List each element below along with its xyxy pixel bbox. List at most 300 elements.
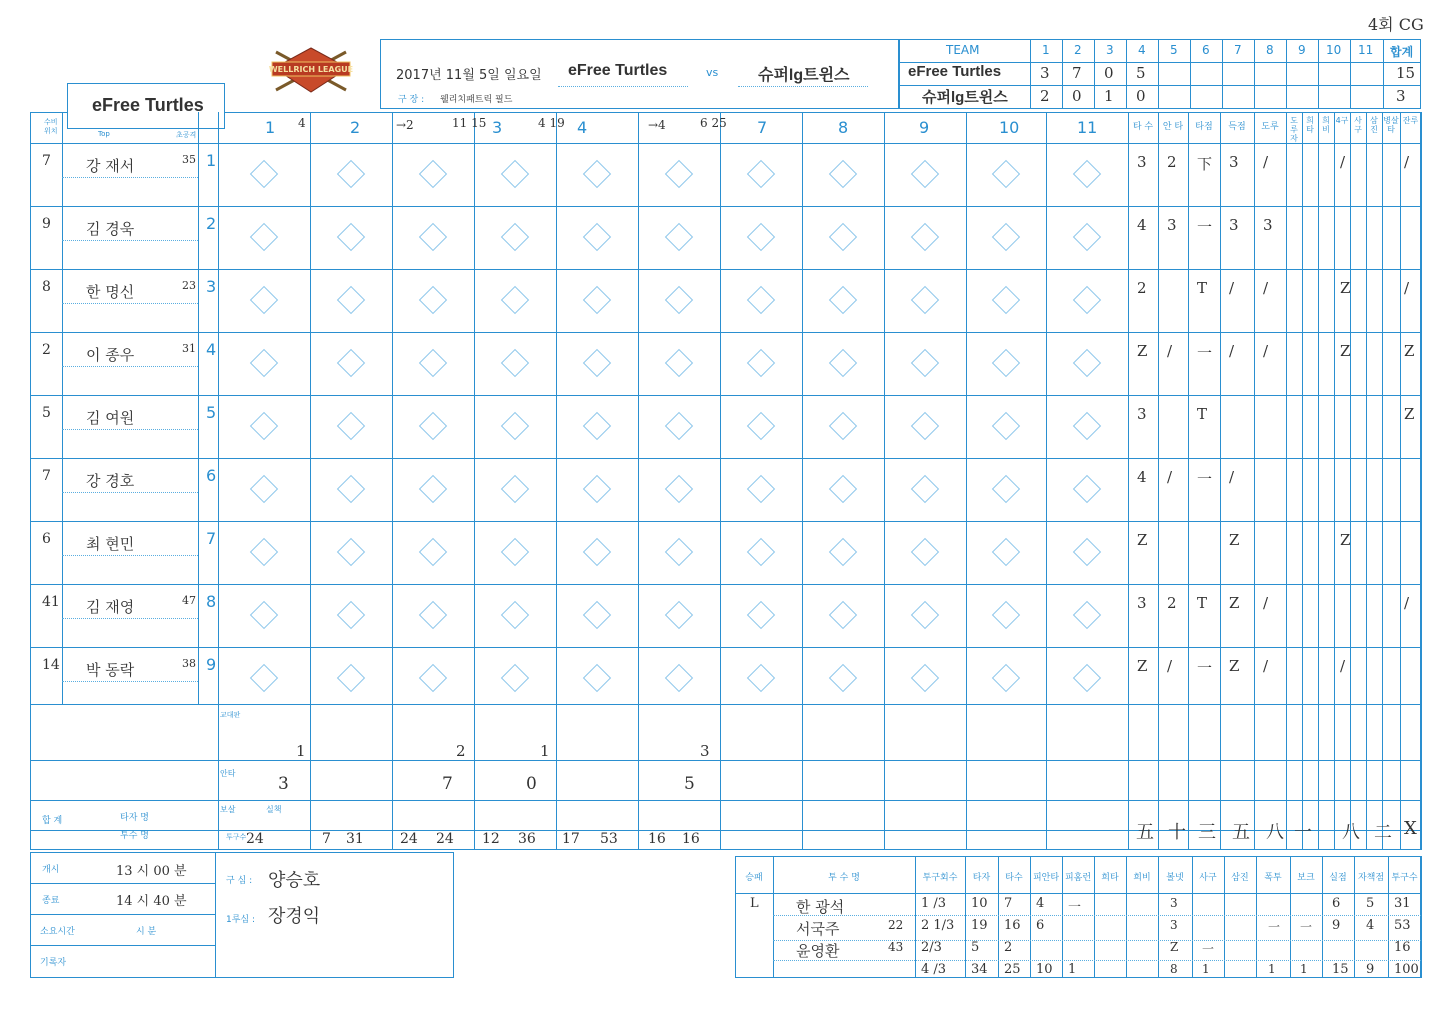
scorecard-grid [30,112,1421,850]
pitcher-number: 22 [888,918,904,932]
venue-label: 구 장 : [398,95,425,105]
pitching-header: 투 수 명 [828,873,860,883]
pitcher-ip: 2/3 [921,940,942,955]
totals-line [30,800,1421,801]
linescore-run: 0 [1104,64,1114,82]
batting-order: 3 [206,277,217,296]
pitcher-bk: 1 [1300,962,1308,976]
pitcher-pitches: 100 [1394,962,1419,977]
stat-header: 도루자 [1290,116,1298,143]
linescore-inning-7: 7 [1234,43,1242,57]
name-dotted-line [62,555,198,556]
err-label: 실책 [266,805,282,814]
pitcher-pitches: 16 [1394,940,1411,955]
linescore-total: 15 [1396,64,1416,82]
pitching-header: 삼진 [1231,873,1249,883]
start-time: 13 시 00 분 [116,864,187,879]
batter-name: 최 현민 [86,535,135,553]
pitcher-bf: 5 [971,940,980,955]
row-line [30,269,1421,270]
batter-stat-sb: / [1263,594,1269,612]
inning-header-10: 10 [999,118,1020,137]
first-base-label: 1루심 : [226,915,256,925]
pitching-header: 피안타 [1032,873,1060,883]
pitcher-bb: 8 [1170,962,1178,976]
pitcher-h: 10 [1036,962,1053,977]
batter-stat-rbi: 一 [1197,218,1213,236]
batter-stat-r: / [1229,342,1235,360]
end-label: 종료 [42,896,60,906]
stat-col-line [1400,112,1401,850]
umpire-name: 양승호 [268,870,321,891]
stat-total: 八 [1266,822,1284,843]
pitcher-pitches: 31 [1394,896,1411,911]
svg-text:WELLRICH LEAGUE: WELLRICH LEAGUE [268,65,354,74]
pitcher-ab: 7 [1004,896,1013,911]
pitcher-hr: 一 [1068,900,1082,915]
umpire-label: 구 심 : [226,876,253,886]
stat-header: 희비 [1322,116,1330,134]
pitching-header: 희타 [1101,873,1119,883]
end-time: 14 시 40 분 [116,894,187,909]
inning-col-line [966,112,967,850]
batter-stat-lob: Z [1404,405,1415,423]
batter-position: 8 [42,279,51,295]
batter-position: 14 [42,657,60,673]
pitcher-name: 윤영환 [796,942,840,960]
inning-hits: 3 [278,774,289,794]
batter-stat-ab: 4 [1137,468,1147,486]
pitching-header: 타자 [972,873,991,883]
pitching-header: 실점 [1329,873,1347,883]
linescore-run: 3 [1040,64,1050,82]
inning-hits: 0 [526,774,537,794]
pitcher-ip: 1 /3 [921,896,947,911]
inning-pitch-count: 31 [346,831,364,847]
pitching-header: 투구회수 [922,873,958,883]
pos-label: 수비 위치 [44,118,58,135]
pitcher-bf: 10 [971,896,988,911]
name-dotted-line [62,681,198,682]
pitcher-ip: 4 /3 [921,962,947,977]
pitching-header: 사구 [1199,873,1217,883]
initial-label: 초공격 [176,131,197,139]
linescore-run: 0 [1136,87,1146,105]
pitching-header: 희비 [1133,873,1151,883]
linescore-divider [1222,39,1223,109]
batter-stat-lob: / [1404,594,1410,612]
batter-name: 박 동락 [86,661,135,679]
batter-stat-ab: 3 [1137,405,1147,423]
linescore-total: 3 [1396,87,1406,105]
linescore-divider [1030,39,1031,109]
pitching-header: 피홈런 [1064,873,1092,883]
pitcher-number: 43 [888,940,904,954]
linescore-away-team: eFree Turtles [908,63,1002,80]
batter-position: 7 [42,468,51,484]
inning-header-1: 1 [265,118,276,137]
batting-order: 8 [206,592,217,611]
linescore-inning-3: 3 [1106,43,1114,57]
batter-stat-h: / [1167,468,1173,486]
name-dotted-line [62,429,198,430]
pitcher-bf: 34 [971,962,988,977]
pitching-header: 투구수 [1391,873,1418,883]
row-line [30,143,1421,144]
linescore-inning-4: 4 [1138,43,1146,57]
batter-name: 이 종우 [86,346,135,364]
inning-col-line [802,112,803,850]
inning-hits: 5 [684,774,695,794]
inning-header-2: 2 [350,118,361,137]
batter-stat-r: / [1229,279,1235,297]
batter-stat-sb: / [1263,279,1269,297]
home-team-name: 슈퍼lg트윈스 [758,67,850,84]
stat-total: 十 [1168,822,1186,843]
inning-note: 6 25 [700,116,727,130]
linescore-inning-11: 11 [1358,43,1374,57]
inning-col-line [392,112,393,850]
inning-pitch-count: 7 [322,831,331,847]
inning-pitch-count: 24 [400,831,418,847]
stat-total: 五 [1232,822,1250,843]
batter-position: 6 [42,531,51,547]
batting-order: 7 [206,529,217,548]
batter-stat-rbi: 一 [1197,659,1213,677]
inning-col-line [884,112,885,850]
batter-stat-r: Z [1229,531,1240,549]
batting-order: 2 [206,214,217,233]
batter-stat-ab: 3 [1137,594,1147,612]
pitcher-bb: Z [1170,940,1179,954]
stat-col-line [1188,112,1189,850]
pitching-header: 볼넷 [1166,873,1184,883]
linescore-run: 1 [1104,87,1114,105]
pitcher-er: 5 [1366,896,1375,911]
linescore-inning-8: 8 [1266,43,1274,57]
row-line [30,206,1421,207]
linescore-home-team: 슈퍼lg트윈스 [922,89,1008,106]
batting-order: 1 [206,151,217,170]
batter-number: 23 [182,279,196,292]
pitcher-runs: 6 [1332,896,1341,911]
pitching-col-line [1421,856,1422,978]
batter-number: 47 [182,594,196,607]
inning-pitch-count: 53 [600,831,618,847]
inning-pitch-count: 36 [518,831,536,847]
stat-header: 타점 [1195,122,1213,132]
linescore-divider [1126,39,1127,109]
batter-stat-r: Z [1229,594,1240,612]
stat-total: 八 [1342,822,1360,843]
scorecard-team-name: eFree Turtles [92,95,204,115]
bb-label: 보살 [220,805,236,814]
hits-label: 안타 [220,769,236,778]
stat-col-line [1334,112,1335,850]
scorer-label: 기록자 [40,958,67,968]
game-date: 2017년 11월 5일 일요일 [396,68,542,83]
pitcher-hbp: 一 [1202,942,1215,956]
batting-order: 6 [206,466,217,485]
stat-col-line [1254,112,1255,850]
batter-name: 김 여원 [86,409,135,427]
pitching-header: 폭투 [1264,873,1282,883]
stat-header: 사구 [1354,116,1362,134]
batter-stat-h: 2 [1167,594,1177,612]
stat-total: 二 [1374,822,1392,843]
linescore-divider [1318,39,1319,109]
inning-runs: 2 [456,742,466,760]
pitching-row-line [773,915,1421,916]
stat-total: 一 [1294,822,1312,843]
stat-total: 三 [1198,822,1216,843]
pitcher-label: 투수 명 [120,831,149,841]
linescore-divider [1286,39,1287,109]
batter-stat-rbi: 一 [1197,470,1213,488]
pitcher-h: 4 [1036,896,1045,911]
pitching-row-line [773,960,1421,961]
stat-header: 타 수 [1132,122,1154,132]
pitcher-wp: 1 [1268,962,1276,976]
inning-header-7: 7 [757,118,768,137]
batter-stat-h: / [1167,657,1173,675]
pitcher-runs: 15 [1332,962,1349,977]
inning-pitch-count: 12 [482,831,500,847]
batter-name: 김 경욱 [86,220,135,238]
batter-stat-lob: Z [1404,342,1415,360]
stat-col-line [1350,112,1351,850]
stat-col-line [1302,112,1303,850]
batter-stat-ab: Z [1137,342,1148,360]
pitcher-hbp: 1 [1202,962,1210,976]
duration-time: 시 분 [136,927,157,937]
inning-col-line [1046,112,1047,850]
batter-stat-bb: Z [1340,279,1351,297]
batter-number: 38 [182,657,196,670]
linescore-inning-9: 9 [1298,43,1306,57]
stat-header: 4구 [1335,116,1349,125]
name-dotted-line [62,240,198,241]
batter-label: 타자 명 [120,813,149,823]
row-line [30,647,1421,648]
inning-col-line [474,112,475,850]
inning-col-line [720,112,721,850]
batter-stat-rbi: T [1197,405,1208,423]
inning-header-4: 4 [577,118,588,137]
inning-runs: 1 [540,742,550,760]
inning-col-line [218,112,219,850]
pitcher-er: 4 [1366,918,1375,933]
inning-runs: 3 [700,742,710,760]
totals-line [30,760,1421,761]
inning-pitch-count: 24 [436,831,454,847]
pitcher-hr: 1 [1068,962,1077,977]
stat-col-line [1318,112,1319,850]
pitcher-bf: 19 [971,918,988,933]
batter-stat-sb: / [1263,153,1269,171]
pitching-row-line [773,940,1421,941]
stat-header: 도루 [1261,122,1279,132]
linescore-run: 0 [1072,87,1082,105]
row-line [30,332,1421,333]
linescore-team-header: TEAM [946,43,980,57]
batter-stat-r: 3 [1229,216,1239,234]
stat-col-line [1366,112,1367,850]
stat-col-line [1286,112,1287,850]
stat-col-line [1421,112,1422,850]
linescore-run: 5 [1136,64,1146,82]
batter-stat-lob: / [1404,153,1410,171]
duration-label: 소요시간 [40,927,75,937]
row-line [30,458,1421,459]
row-line [30,704,1421,705]
inning-note: 11 15 [452,116,487,130]
pitcher-runs: 9 [1332,918,1341,933]
stat-header: 안 타 [1162,122,1184,132]
pitcher-bb: 3 [1170,918,1178,932]
batting-order: 9 [206,655,217,674]
inning-col-line [638,112,639,850]
pitcher-name: 한 광석 [796,898,845,916]
totals-label: 합 계 [42,816,63,826]
batter-stat-ab: 4 [1137,216,1147,234]
linescore-total-header: 합계 [1390,45,1414,59]
linescore-divider [1062,39,1063,109]
row-line [30,395,1421,396]
vs-label: vs [706,66,719,79]
first-base-name: 장경익 [268,906,321,927]
batter-stat-bb: / [1340,153,1346,171]
batter-stat-sb: 3 [1263,216,1273,234]
batter-stat-rbi: T [1197,594,1208,612]
pitcher-decision: L [750,896,759,911]
inning-header-3: 3 [492,118,503,137]
pitcher-ip: 2 1/3 [921,918,955,933]
stat-col-line [1220,112,1221,850]
pitcher-ab: 25 [1004,962,1021,977]
linescore-run: 7 [1072,64,1082,82]
col-line [62,112,63,704]
batter-stat-lob: / [1404,279,1410,297]
inning-note: →2 [396,118,414,132]
pitcher-wp: 一 [1268,920,1281,934]
inning-col-line [556,112,557,850]
col-line [198,112,199,704]
batter-name: 강 재서 [86,157,135,175]
batter-position: 5 [42,405,51,421]
name-dotted-line [62,366,198,367]
batter-position: 2 [42,342,51,358]
batter-stat-sb: / [1263,657,1269,675]
corner-note: 4회 CG [1368,15,1424,34]
inning-pitch-count: 24 [246,831,264,847]
batter-stat-r: Z [1229,657,1240,675]
pitches-label: 투구수 [226,833,247,841]
batter-stat-h: / [1167,342,1173,360]
batter-name: 한 명신 [86,283,135,301]
batter-stat-ab: Z [1137,531,1148,549]
batter-stat-rbi: 一 [1197,344,1213,362]
batter-stat-bb: Z [1340,342,1351,360]
inning-header-8: 8 [838,118,849,137]
name-dotted-line [62,618,198,619]
pitching-header: 타수 [1005,873,1023,883]
batter-position: 9 [42,216,51,232]
stat-col-line [1158,112,1159,850]
linescore-inning-6: 6 [1202,43,1210,57]
pitcher-pitches: 53 [1394,918,1411,933]
batter-stat-ab: 2 [1137,279,1147,297]
stat-header: 병살타 [1383,116,1399,134]
pitcher-ab: 16 [1004,918,1021,933]
inning-pitch-count: 16 [648,831,666,847]
name-dotted-line [62,303,198,304]
batter-stat-bb: Z [1340,531,1351,549]
pitcher-bk: 一 [1300,920,1313,934]
inning-hits: 7 [442,774,453,794]
stat-col-line [1382,112,1383,850]
inning-pitch-count: 17 [562,831,580,847]
batting-order: 5 [206,403,217,422]
linescore-divider [1094,39,1095,109]
top-label: Top [98,130,110,138]
batter-stat-r: / [1229,468,1235,486]
stat-header: 삼진 [1370,116,1378,134]
pitcher-h: 6 [1036,918,1045,933]
linescore-inning-1: 1 [1042,43,1050,57]
linescore-divider [1350,39,1351,109]
sub-label: 교대판 [220,711,241,719]
pitching-header: 승패 [745,873,763,883]
venue: 웰리치패트릭 필드 [440,95,513,105]
inning-note: →4 [648,118,666,132]
inning-note: 4 19 [538,116,565,130]
batter-stat-ab: 3 [1137,153,1147,171]
batter-stat-ab: Z [1137,657,1148,675]
linescore-inning-2: 2 [1074,43,1082,57]
batter-number: 31 [182,342,196,355]
away-team-name: eFree Turtles [568,62,668,79]
start-label: 개시 [42,865,60,875]
batter-stat-r: 3 [1229,153,1239,171]
pitcher-ab: 2 [1004,940,1013,955]
batter-name: 김 재영 [86,598,135,616]
linescore-run: 2 [1040,87,1050,105]
inning-header-9: 9 [919,118,930,137]
batter-stat-bb: / [1340,657,1346,675]
batter-stat-rbi: 下 [1197,155,1213,173]
batter-number: 35 [182,153,196,166]
inning-header-11: 11 [1077,118,1098,137]
linescore-divider [1158,39,1159,109]
batting-order: 4 [206,340,217,359]
league-logo [268,46,354,96]
stat-total: 五 [1136,822,1154,843]
stat-header: 잔루 [1402,116,1419,125]
stat-total: X [1404,818,1417,839]
inning-note: 4 [298,116,306,130]
pitching-header: 보크 [1297,873,1315,883]
batter-stat-sb: / [1263,342,1269,360]
inning-runs: 1 [296,742,306,760]
batter-name: 강 경호 [86,472,135,490]
batter-stat-h: 2 [1167,153,1177,171]
row-line [30,521,1421,522]
linescore-inning-10: 10 [1326,43,1342,57]
stat-col-line [1128,112,1129,850]
pitcher-name: 서국주 [796,920,840,938]
batter-position: 41 [42,594,60,610]
